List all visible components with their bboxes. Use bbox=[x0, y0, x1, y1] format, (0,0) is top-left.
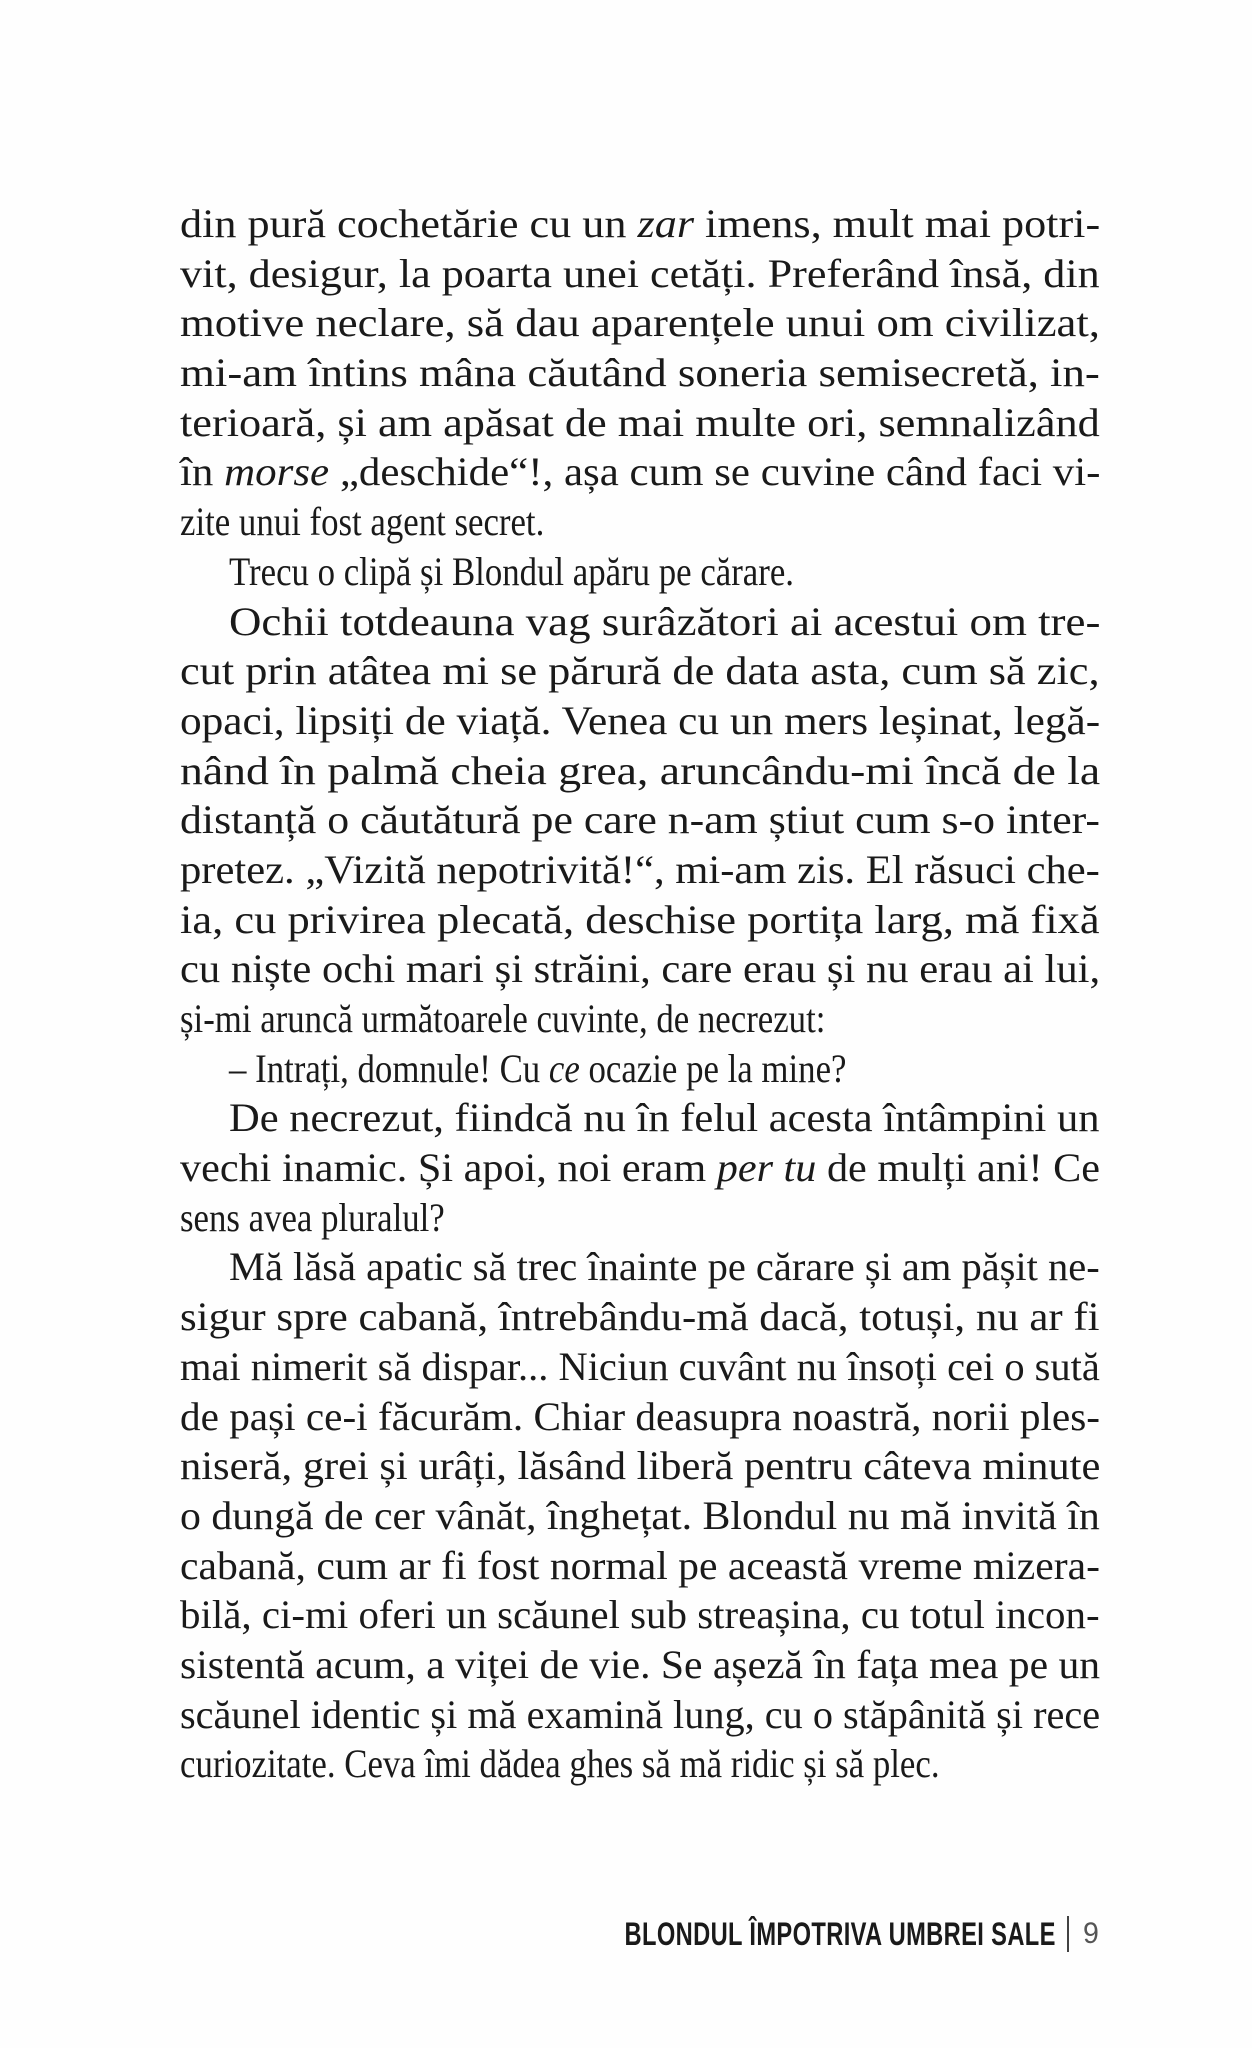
text-segment: ia, cu privirea plecată, deschise portița larg, mă fixă bbox=[180, 896, 1100, 942]
text-line bbox=[180, 1690, 1100, 1740]
text-line-content bbox=[180, 249, 1100, 299]
running-footer bbox=[473, 1913, 1100, 1955]
text-line bbox=[180, 1739, 1100, 1789]
text-line-content bbox=[180, 1292, 1100, 1342]
text-segment: scăunel identic și mă examină lung, cu o stăpânită și rece bbox=[180, 1691, 1101, 1737]
footer-book-title: BLONDUL ÎMPOTRIVA UMBREI SALE bbox=[624, 1915, 1056, 1952]
text-line bbox=[180, 348, 1100, 398]
text-line bbox=[180, 1590, 1100, 1640]
text-segment: de pași ce-i făcurăm. Chiar deasupra noastră, norii ples- bbox=[180, 1393, 1100, 1439]
text-segment: ocazie pe la mine? bbox=[579, 1045, 847, 1091]
text-line-content bbox=[180, 298, 1100, 348]
text-line bbox=[180, 696, 1100, 746]
text-segment: Mă lăsă apatic să trec înainte pe cărare și am pășit ne- bbox=[229, 1244, 1100, 1290]
text-segment: cu niște ochi mari și străini, care erau și nu erau ai lui, bbox=[180, 946, 1101, 992]
text-line bbox=[180, 1044, 1100, 1094]
text-line bbox=[180, 1292, 1100, 1342]
text-line bbox=[180, 895, 1100, 945]
text-segment: Trecu o clipă și Blondul apăru pe cărare. bbox=[229, 548, 794, 594]
text-segment: opaci, lipsiți de viață. Venea cu un mers leșinat, legă- bbox=[180, 697, 1101, 743]
text-segment: o dungă de cer vânăt, înghețat. Blondul nu mă invită în bbox=[180, 1492, 1100, 1538]
text-line-content bbox=[180, 1491, 1100, 1541]
text-line-content bbox=[229, 1242, 1100, 1292]
text-line bbox=[180, 1491, 1100, 1541]
text-line-content bbox=[180, 398, 1100, 448]
text-line bbox=[180, 1342, 1100, 1392]
text-segment: sistentă acum, a viței de vie. Se așeză în fața mea pe un bbox=[180, 1641, 1101, 1687]
text-line-content bbox=[229, 597, 1100, 647]
text-segment: vechi inamic. Și apoi, noi eram bbox=[180, 1145, 717, 1191]
text-segment: bilă, ci-mi oferi un scăunel sub streașina, cu totul incon- bbox=[180, 1592, 1100, 1638]
text-line bbox=[180, 1441, 1100, 1491]
italic-segment: per tu bbox=[716, 1145, 817, 1191]
text-line bbox=[180, 547, 1100, 597]
text-segment: din pură cochetărie cu un bbox=[180, 201, 638, 246]
text-line-content bbox=[229, 1044, 846, 1094]
text-line bbox=[180, 1193, 1100, 1243]
text-segment: zite unui fost agent secret. bbox=[180, 499, 545, 545]
text-line-content bbox=[180, 1640, 1100, 1690]
text-line-content bbox=[229, 1093, 1100, 1143]
text-block bbox=[180, 199, 1100, 1789]
text-line-content bbox=[180, 895, 1100, 945]
text-segment: cut prin atâtea mi se părură de data asta, cum să zic, bbox=[180, 648, 1100, 694]
text-segment: Ochii totdeauna vag surâzători ai acestui om tre- bbox=[229, 598, 1101, 644]
text-line-content bbox=[180, 1739, 940, 1789]
text-line-content bbox=[180, 1392, 1100, 1442]
text-line bbox=[180, 994, 1100, 1044]
text-segment: vit, desigur, la poarta unei cetăți. Preferând însă, din bbox=[180, 250, 1100, 296]
footer-separator-rule bbox=[1067, 1916, 1069, 1952]
text-line-content bbox=[180, 497, 544, 547]
text-segment: niseră, grei și urâți, lăsând liberă pentru câteva minute bbox=[180, 1443, 1101, 1489]
text-line bbox=[180, 1143, 1100, 1193]
text-segment: pretez. „Vizită nepotrivită!“, mi-am zis. El răsuci che- bbox=[180, 846, 1100, 892]
text-segment: sens avea pluralul? bbox=[180, 1194, 445, 1240]
text-segment: și-mi aruncă următoarele cuvinte, de necrezut: bbox=[180, 996, 826, 1041]
text-line-content bbox=[180, 1342, 1100, 1392]
text-line bbox=[180, 199, 1100, 249]
text-line-content bbox=[180, 994, 825, 1044]
text-line-content bbox=[180, 746, 1100, 796]
text-line-content bbox=[180, 1541, 1100, 1591]
italic-segment: morse bbox=[224, 449, 330, 495]
text-segment: de mulți ani! Ce bbox=[816, 1145, 1101, 1191]
text-segment: mi-am întins mâna căutând soneria semisecretă, in- bbox=[180, 350, 1100, 396]
text-line bbox=[180, 646, 1100, 696]
text-line-content bbox=[180, 646, 1100, 696]
text-line bbox=[180, 795, 1100, 845]
text-segment: „deschide“!, așa cum se cuvine când faci vi- bbox=[329, 449, 1101, 495]
text-segment: terioară, și am apăsat de mai multe ori, semnalizând bbox=[180, 399, 1100, 445]
text-line bbox=[180, 1242, 1100, 1292]
text-line bbox=[180, 1541, 1100, 1591]
text-line-content bbox=[180, 1590, 1100, 1640]
text-segment: cabană, cum ar fi fost normal pe această vreme mizera- bbox=[180, 1542, 1100, 1588]
text-line bbox=[180, 1093, 1100, 1143]
text-line-content bbox=[180, 845, 1100, 895]
text-line-content bbox=[180, 1690, 1100, 1740]
text-line bbox=[180, 447, 1100, 497]
text-line bbox=[180, 597, 1100, 647]
text-line-content bbox=[180, 1143, 1100, 1193]
text-line bbox=[180, 249, 1100, 299]
text-segment: distanță o căutătură pe care n-am știut cum s-o inter- bbox=[180, 797, 1100, 843]
text-line bbox=[180, 845, 1100, 895]
text-line bbox=[180, 398, 1100, 448]
text-line-content bbox=[180, 1441, 1100, 1491]
text-segment: imens, mult mai potri- bbox=[694, 201, 1101, 246]
text-line-content bbox=[229, 547, 794, 597]
text-segment: nând în palmă cheia grea, aruncându-mi încă de la bbox=[180, 747, 1101, 793]
text-line-content bbox=[180, 944, 1100, 994]
page-number: 9 bbox=[1083, 1917, 1100, 1950]
text-line bbox=[180, 944, 1100, 994]
italic-segment: ce bbox=[548, 1045, 580, 1091]
text-segment: curiozitate. Ceva îmi dădea ghes să mă ridic și să plec. bbox=[180, 1741, 940, 1787]
text-line-content bbox=[180, 447, 1100, 497]
italic-segment: zar bbox=[637, 201, 695, 246]
text-line bbox=[180, 746, 1100, 796]
text-line bbox=[180, 497, 1100, 547]
text-line-content bbox=[180, 348, 1100, 398]
text-segment: – Intrați, domnule! Cu bbox=[229, 1045, 549, 1091]
text-segment: în bbox=[180, 449, 225, 495]
text-line bbox=[180, 1392, 1100, 1442]
text-line-content bbox=[180, 1193, 445, 1243]
text-line-content bbox=[180, 199, 1100, 249]
text-segment: motive neclare, să dau aparențele unui om civilizat, bbox=[180, 300, 1100, 346]
text-line bbox=[180, 298, 1100, 348]
text-segment: mai nimerit să dispar... Niciun cuvânt nu însoți cei o sută bbox=[180, 1343, 1100, 1389]
text-line bbox=[180, 1640, 1100, 1690]
text-segment: De necrezut, fiindcă nu în felul acesta întâmpini un bbox=[229, 1095, 1100, 1141]
text-segment: sigur spre cabană, întrebându-mă dacă, totuși, nu ar fi bbox=[180, 1294, 1100, 1340]
text-line-content bbox=[180, 795, 1100, 845]
text-line-content bbox=[180, 696, 1100, 746]
